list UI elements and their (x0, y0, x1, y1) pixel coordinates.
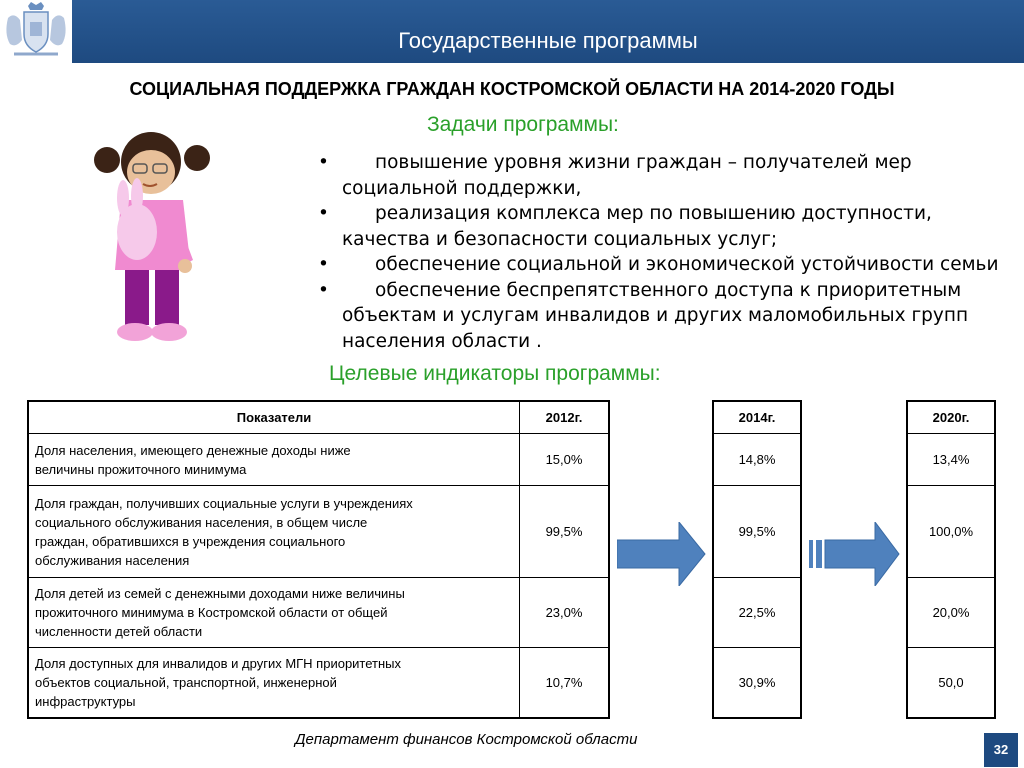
value-2012: 15,0% (520, 434, 610, 486)
tasks-list (318, 150, 1024, 354)
table-row (713, 486, 801, 578)
bullet-icon: • (318, 152, 329, 173)
description-line: Доля граждан, получивших социальные услуги в учреждениях (35, 495, 413, 511)
bullet-icon: • (318, 279, 329, 301)
task-text: объектам и услугам инвалидов и других маломобильных групп (342, 305, 969, 326)
table-row (28, 648, 609, 718)
indicator-description (28, 434, 520, 486)
description-line: прожиточного минимума в Костромской области от общей (35, 605, 388, 620)
task-text: социальной поддержки, (342, 177, 582, 199)
tasks-heading: Задачи программы: (427, 113, 619, 136)
bullet-icon: • (318, 254, 329, 275)
table-row (907, 434, 995, 486)
indicators-table (27, 400, 610, 719)
description-line: Доля детей из семей с денежными доходами ниже величины (35, 586, 405, 601)
task-item-continuation (318, 227, 1024, 253)
task-item (318, 150, 1024, 176)
value-2012: 10,7% (520, 648, 610, 718)
table-row (28, 486, 609, 578)
value-2020: 100,0% (907, 486, 995, 578)
value-2014: 30,9% (713, 648, 801, 718)
value-2020: 13,4% (907, 434, 995, 486)
description-line: инфраструктуры (35, 693, 136, 709)
indicator-description (28, 648, 520, 718)
page-number: 32 (984, 733, 1018, 767)
task-item (318, 278, 1024, 304)
table-row (713, 434, 801, 486)
indicators-heading: Целевые индикаторы программы: (329, 362, 661, 385)
table-header-row (28, 401, 609, 434)
indicators-2020-table (906, 400, 996, 719)
value-2020: 50,0 (907, 648, 995, 718)
task-text: населения области . (342, 330, 542, 352)
description-line: социального обслуживания населения, в общем числе (35, 514, 368, 530)
column-header-2014: 2014г. (713, 401, 801, 434)
task-text: обеспечение социальной и экономической устойчивости семьи (375, 254, 999, 275)
indicator-description (28, 578, 520, 648)
table-row (907, 578, 995, 648)
value-2014: 14,8% (713, 434, 801, 486)
value-2012: 23,0% (520, 578, 610, 648)
doll-with-toy-icon (93, 120, 213, 350)
table-row (28, 434, 609, 486)
header-title: Государственные программы (398, 28, 698, 53)
task-item-continuation (318, 329, 1024, 355)
column-header-indicator: Показатели (28, 401, 520, 434)
footer-department: Департамент финансов Костромской области (295, 731, 638, 748)
table-row (28, 578, 609, 648)
coat-of-arms-icon (0, 0, 72, 63)
table-row (713, 648, 801, 718)
indicators-2014-table (712, 400, 802, 719)
task-text: реализация комплекса мер по повышению доступности, (375, 203, 932, 224)
task-item (318, 201, 1024, 227)
value-2012: 99,5% (520, 486, 610, 578)
value-2014: 22,5% (713, 578, 801, 648)
column-header-2012: 2012г. (520, 401, 610, 434)
table-row (907, 486, 995, 578)
table-row (907, 648, 995, 718)
table-header-row (907, 401, 995, 434)
right-arrow-icon (809, 522, 901, 591)
description-line: Доля населения, имеющего денежные доходы ниже (35, 442, 351, 458)
header-bar (0, 0, 1024, 63)
task-item (318, 252, 1024, 278)
table-header-row (713, 401, 801, 434)
indicator-description (28, 486, 520, 578)
task-text: повышение уровня жизни граждан – получателей мер (375, 152, 912, 173)
right-arrow-icon (617, 522, 707, 591)
bullet-icon: • (318, 203, 329, 224)
description-line: Доля доступных для инвалидов и других МГН приоритетных (35, 655, 402, 671)
description-line: величины прожиточного минимума (35, 461, 247, 477)
description-line: численности детей области (35, 624, 203, 639)
value-2020: 20,0% (907, 578, 995, 648)
task-item-continuation (318, 176, 1024, 202)
value-2014: 99,5% (713, 486, 801, 578)
description-line: обслуживания населения (35, 552, 190, 568)
description-line: граждан, обратившихся в учреждения социального (35, 533, 346, 549)
task-text: качества и безопасности социальных услуг; (342, 228, 778, 250)
page-subtitle: СОЦИАЛЬНАЯ ПОДДЕРЖКА ГРАЖДАН КОСТРОМСКОЙ ОБЛАСТИ НА 2014-2020 ГОДЫ (129, 79, 895, 99)
task-item-continuation (318, 303, 1024, 329)
description-line: объектов социальной, транспортной, инженерной (35, 674, 337, 690)
column-header-2020: 2020г. (907, 401, 995, 434)
task-text: обеспечение беспрепятственного доступа к приоритетным (375, 279, 962, 301)
table-row (713, 578, 801, 648)
